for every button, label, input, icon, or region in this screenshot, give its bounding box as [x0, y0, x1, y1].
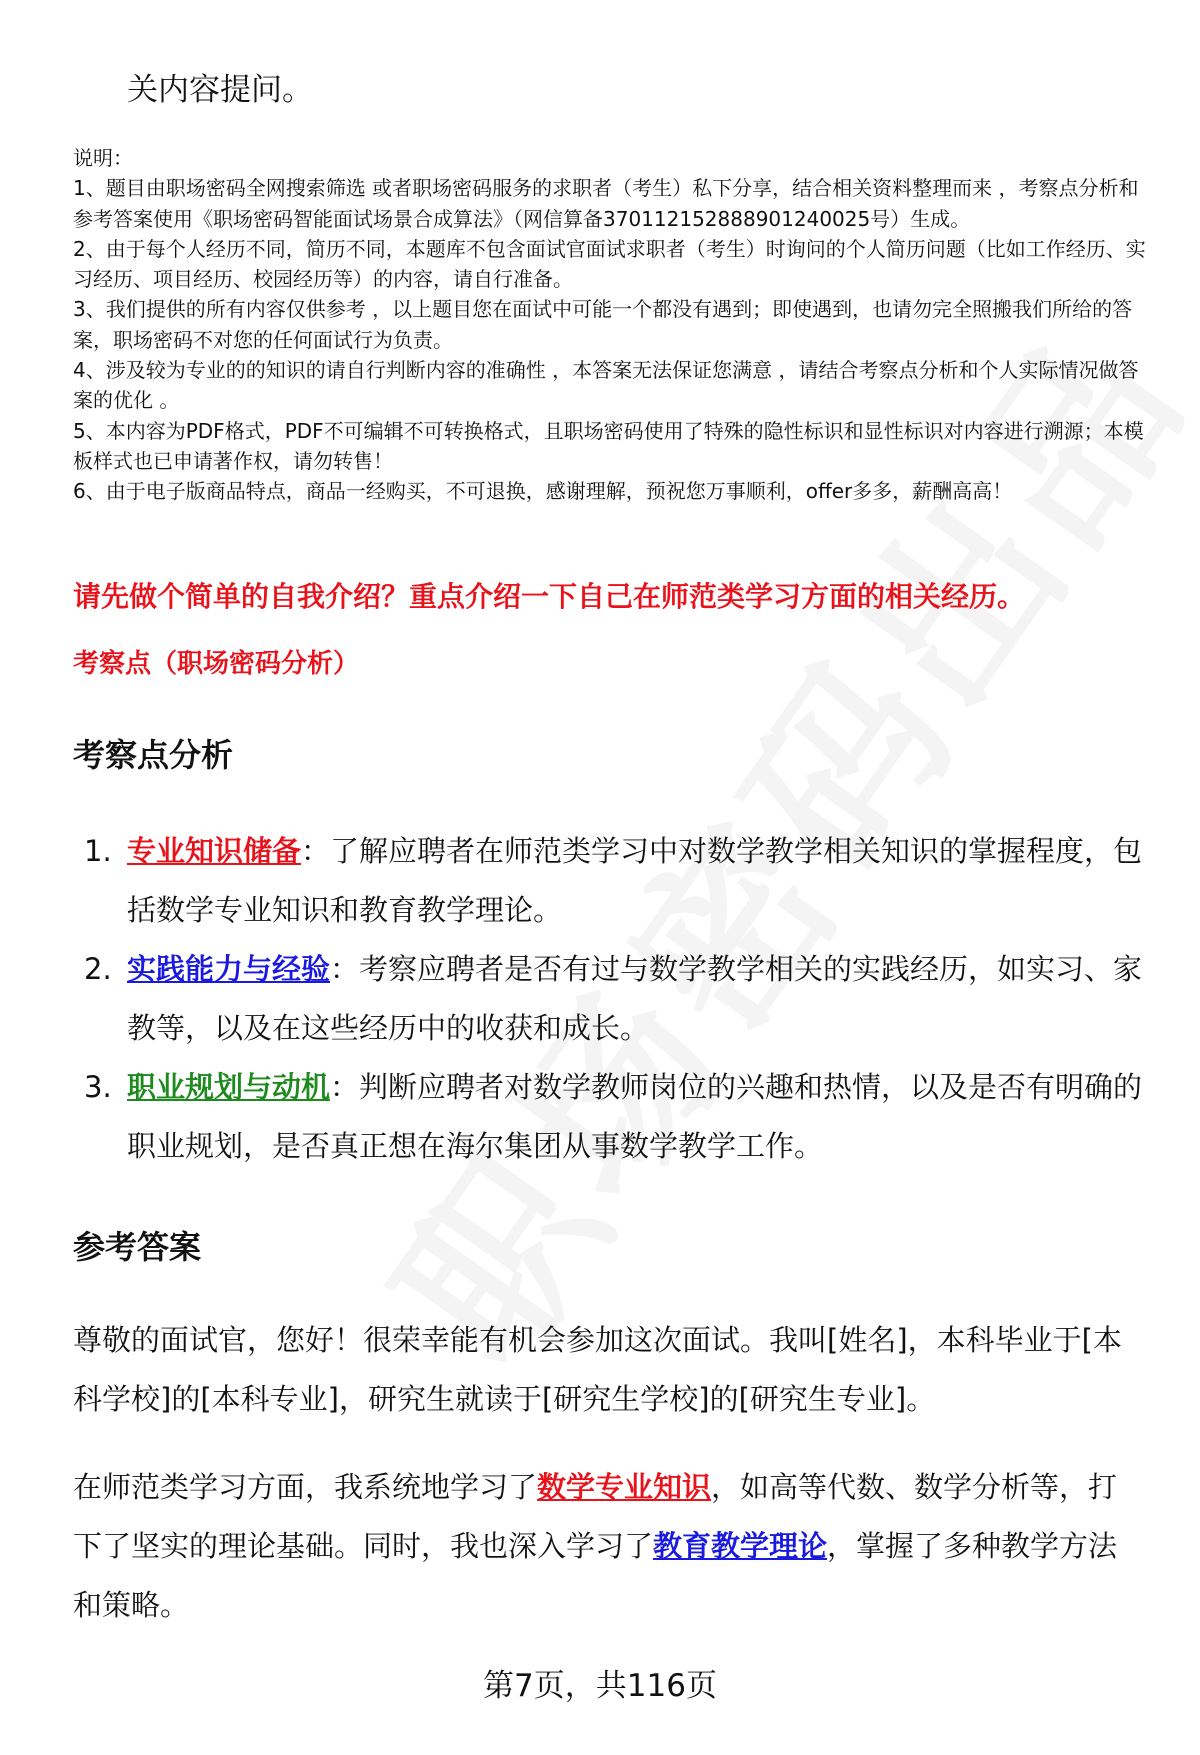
item-number: 2.: [84, 952, 112, 986]
interview-question: 请先做个简单的自我介绍？重点介绍一下自己在师范类学习方面的相关经历。: [73, 580, 1026, 613]
item-text: ：考察应聘者是否有过与数学教学相关的实践经历，如实习、家教等，以及在这些经历中的收获和成长。: [127, 952, 1143, 1045]
note-line: 6、由于电子版商品特点，商品一经购买，不可退换，感谢理解，预祝您万事顺利，offer多多，薪酬高高！: [73, 479, 1013, 504]
list-item: [84, 1058, 1154, 1176]
note-line: 1、题目由职场密码全网搜索筛选 或者职场密码服务的求职者（考生）私下分享，结合相关资料整理而来 ，考察点分析和参考答案使用《职场密码智能面试场景合成算法》（网信算备370112152888901240025号）生成。: [73, 176, 1139, 231]
answer-text: ，掌握了多种教学方法和策略。: [73, 1529, 1118, 1622]
list-item: [84, 940, 1154, 1058]
analysis-heading: 考察点分析: [73, 736, 234, 774]
notes-section: [73, 143, 1148, 507]
note-line: 3、我们提供的所有内容仅供参考 ，以上题目您在面试中可能一个都没有遇到；即使遇到，也请勿完全照搬我们所给的答案，职场密码不对您的任何面试行为负责。: [73, 297, 1133, 352]
answer-keyword: 数学专业知识: [537, 1470, 712, 1504]
answer-paragraph-1: 尊敬的面试官，您好！很荣幸能有机会参加这次面试。我叫[姓名]，本科毕业于[本科学校]的[本科专业]，研究生就读于[研究生学校]的[研究生专业]。: [73, 1323, 1122, 1416]
continuation-text: 关内容提问。: [127, 72, 313, 108]
answer-paragraph-2: [73, 1458, 1143, 1635]
item-number: 3.: [84, 1070, 112, 1104]
item-text: ：了解应聘者在师范类学习中对数学教学相关知识的掌握程度，包括数学专业知识和教育教学理论。: [127, 834, 1143, 927]
answer-heading: 参考答案: [73, 1228, 202, 1266]
item-keyword: 实践能力与经验: [127, 952, 331, 986]
answer-text: ，如高等代数、数学分析等，打下了坚实的理论基础。同时，我也深入学习了: [73, 1470, 1118, 1563]
item-text: ：判断应聘者对数学教师岗位的兴趣和热情，以及是否有明确的职业规划，是否真正想在海尔集团从事数学教学工作。: [127, 1070, 1143, 1163]
notes-title: 说明：: [73, 146, 133, 170]
kaochadian-label: 考察点（职场密码分析）: [73, 649, 360, 679]
answer-text: 在师范类学习方面，我系统地学习了: [73, 1470, 538, 1504]
item-keyword: 专业知识储备: [127, 834, 302, 868]
note-line: 5、本内容为PDF格式，PDF不可编辑不可转换格式，且职场密码使用了特殊的隐性标识和显性标识对内容进行溯源；本模板样式也已申请著作权，请勿转售！: [73, 418, 1144, 473]
item-keyword: 职业规划与动机: [127, 1070, 331, 1104]
note-line: 2、由于每个人经历不同，简历不同，本题库不包含面试官面试求职者（考生）时询问的个人简历问题（比如工作经历、实习经历、项目经历、校园经历等）的内容，请自行准备。: [73, 236, 1146, 292]
item-number: 1.: [84, 834, 112, 868]
answer-keyword: 教育教学理论: [653, 1529, 828, 1563]
page-number: 第7页，共116页: [483, 1668, 717, 1704]
note-line: 4、涉及较为专业的的知识的请自行判断内容的准确性 ，本答案无法保证您满意 ，请结合考察点分析和个人实际情况做答案的优化 。: [73, 358, 1139, 413]
analysis-list: [84, 822, 1154, 1176]
list-item: [84, 822, 1154, 940]
